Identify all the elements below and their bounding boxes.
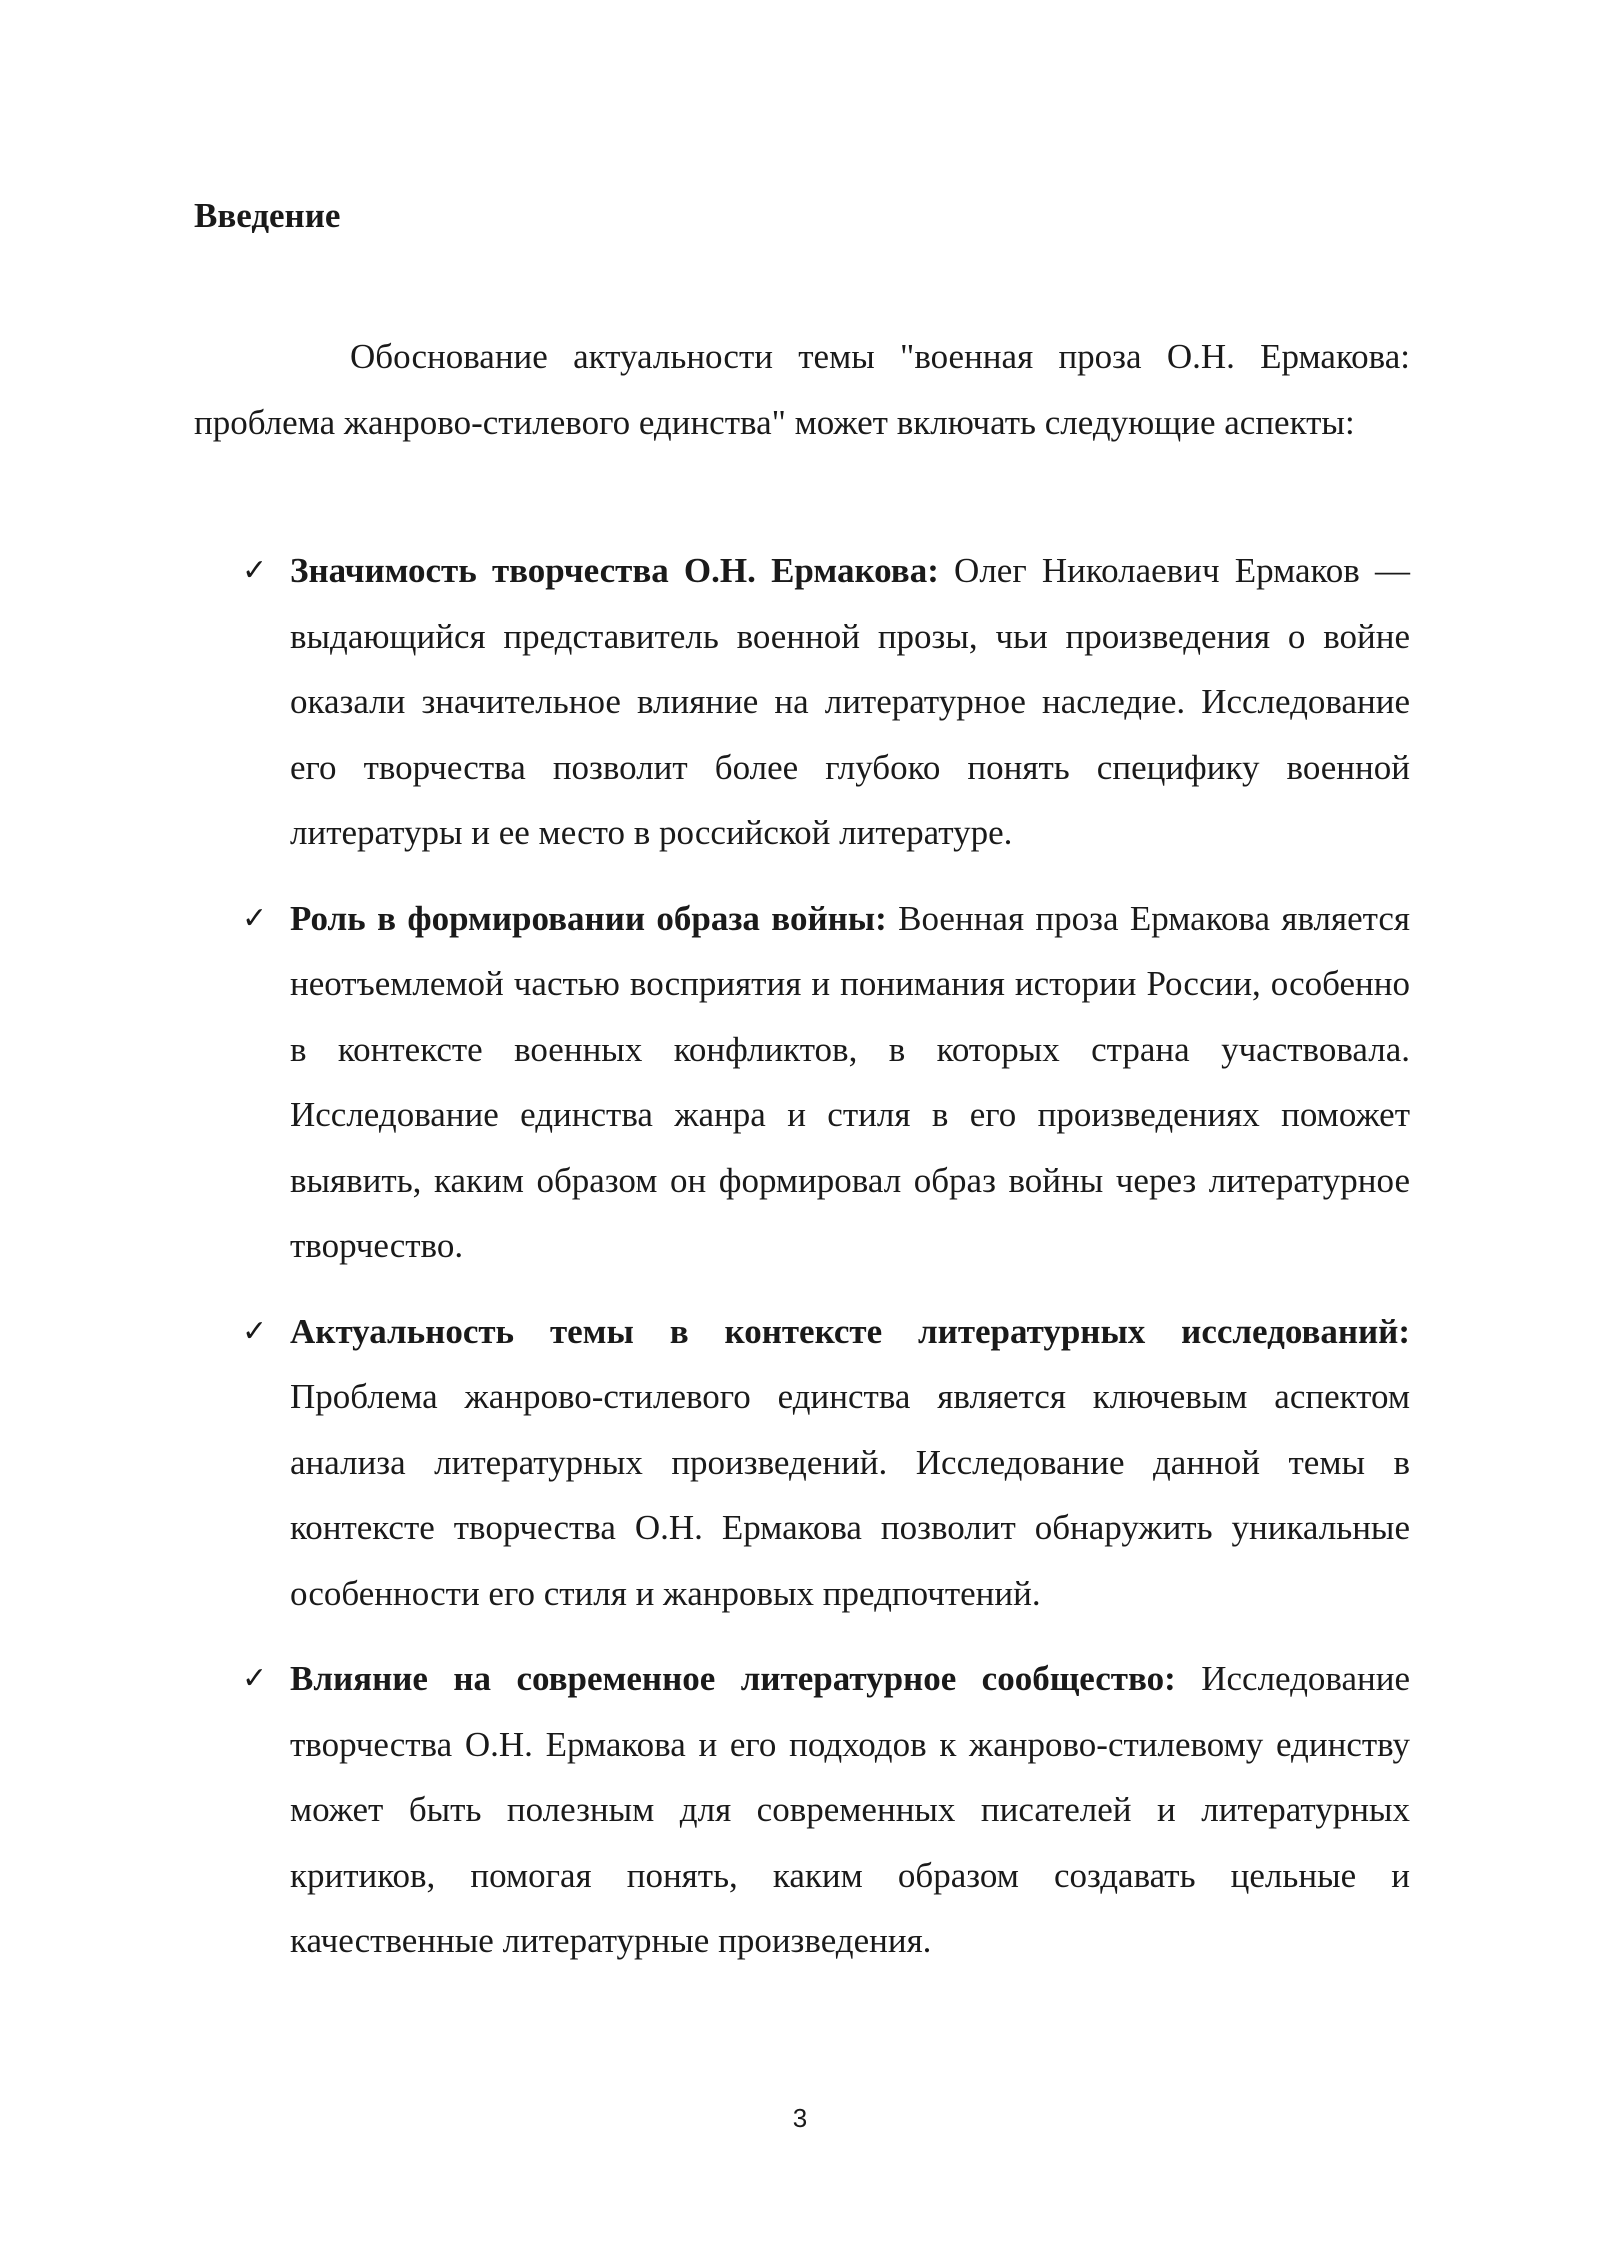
section-heading: Введение <box>194 196 341 235</box>
item-title: Влияние на современное литературное сообщество: <box>290 1659 1176 1698</box>
item-text: Олег Николаевич Ермаков — выдающийся представитель военной прозы, чьи произведения о войне оказали значительное влияние на литературное наследие. Исследование его творчества позволит более глубоко понять специфику военной литературы и ее место в российской литературе. <box>290 551 1410 852</box>
checkmark-icon: ✓ <box>242 1313 268 1349</box>
list-item <box>194 1646 1410 1974</box>
item-text: Проблема жанрово-стилевого единства является ключевым аспектом анализа литературных произведений. Исследование данной темы в контексте творчества О.Н. Ермакова позволит обнаружить уникальные особенности его стиля и жанровых предпочтений. <box>290 1377 1410 1613</box>
checkmark-icon: ✓ <box>242 900 268 936</box>
item-title: Значимость творчества О.Н. Ермакова: <box>290 551 939 590</box>
list-item <box>194 538 1410 866</box>
checkmark-icon: ✓ <box>242 1661 268 1696</box>
page-number: 3 <box>792 2103 808 2133</box>
item-title: Актуальность темы в контексте литературных исследований: <box>290 1311 1410 1351</box>
list-item <box>194 1299 1410 1627</box>
item-title: Роль в формировании образа войны: <box>290 898 887 938</box>
intro-paragraph: Обоснование актуальности темы "военная проза О.Н. Ермакова: проблема жанрово-стилевого единства" может включать следующие аспекты: <box>194 337 1410 442</box>
list-item <box>194 886 1410 1279</box>
item-text: Военная проза Ермакова является неотъемлемой частью восприятия и понимания истории России, особенно в контексте военных конфликтов, в которых страна участвовала. Исследование единства жанра и стиля в его произведениях поможет выявить, каким образом он формировал образ войны через литературное творчество. <box>290 898 1411 1265</box>
aspects-list <box>194 538 1410 1994</box>
checkmark-icon: ✓ <box>242 553 268 588</box>
item-text: Исследование творчества О.Н. Ермакова и его подходов к жанрово-стилевому единству может быть полезным для современных писателей и литературных критиков, помогая понять, каким образом создавать цельные и качественные литературные произведения. <box>290 1659 1411 1960</box>
